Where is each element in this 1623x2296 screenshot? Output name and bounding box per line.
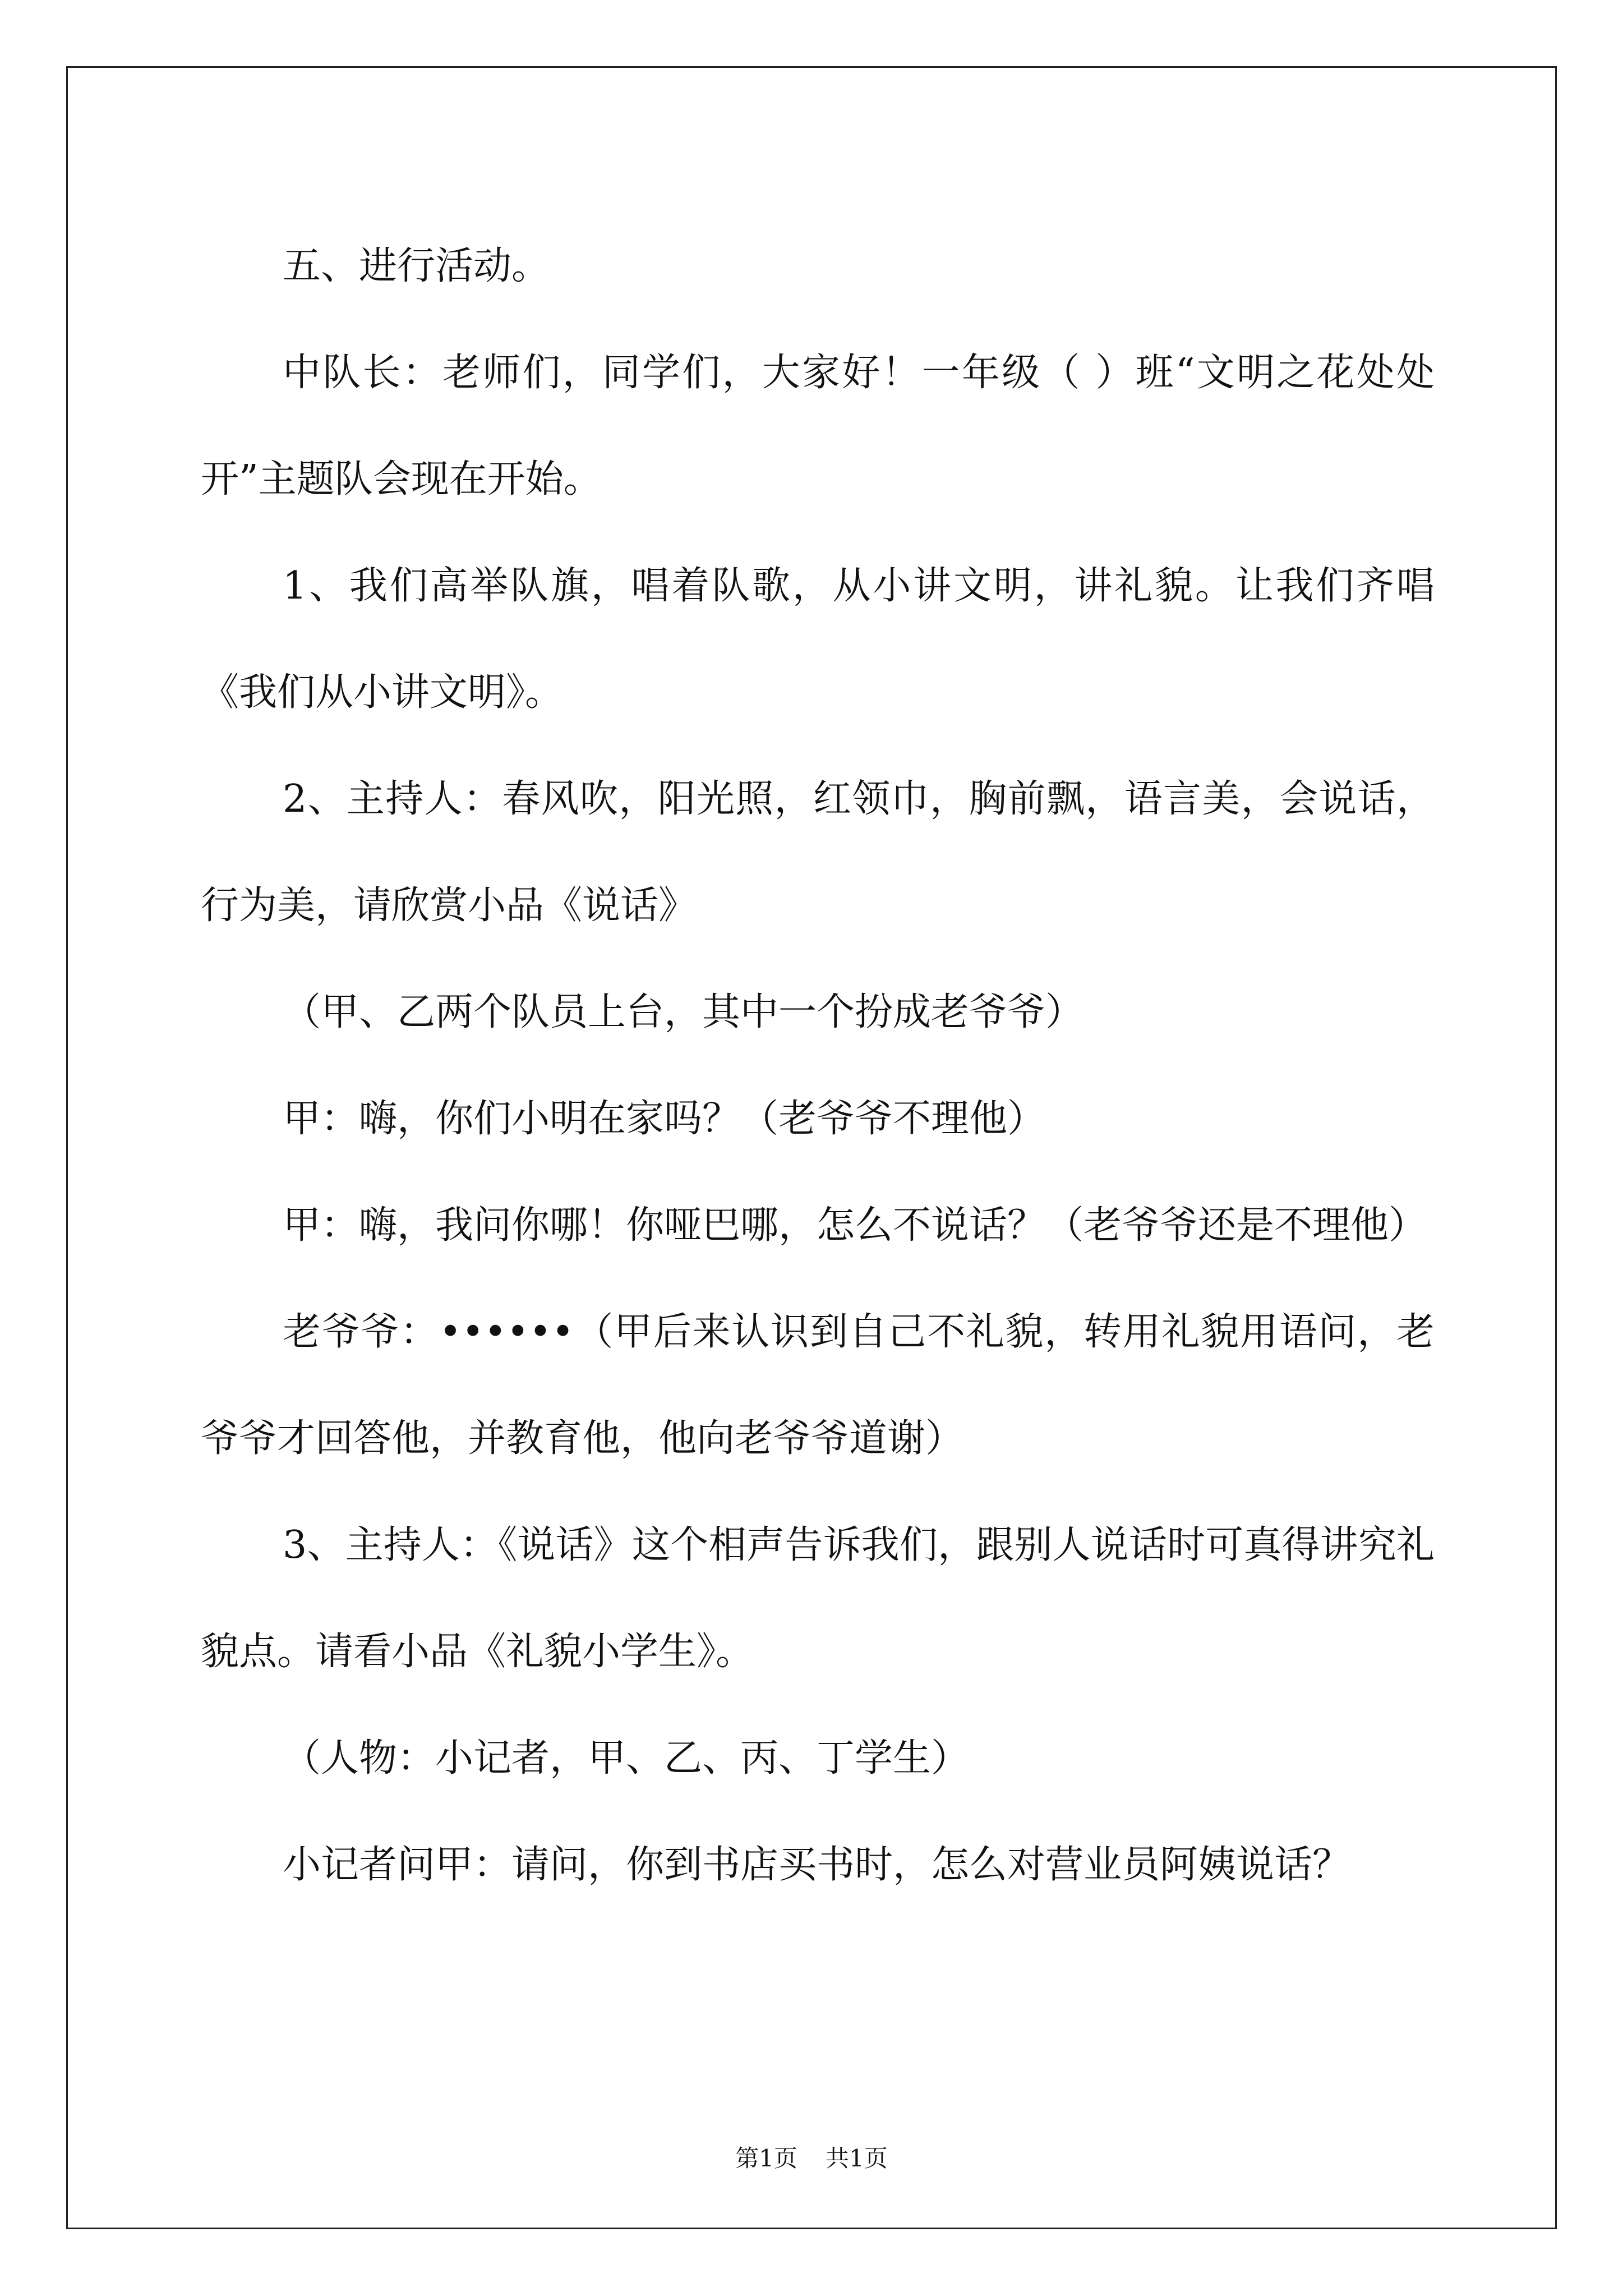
paragraph-opening: 中队长：老师们，同学们，大家好！一年级（ ）班“文明之花处处开”主题队会现在开始。	[201, 351, 1435, 501]
paragraph-item-3: 3、主持人：《说话》这个相声告诉我们，跟别人说话时可真得讲究礼貌点。请看小品《礼貌小学生》。	[201, 1523, 1435, 1674]
paragraph-dialogue-1: 甲：嗨，你们小明在家吗？（老爷爷不理他）	[283, 1097, 1046, 1141]
document-body	[201, 213, 1435, 1918]
paragraph-item-1: 1、我们高举队旗，唱着队歌，从小讲文明，讲礼貌。让我们齐唱《我们从小讲文明》。	[201, 564, 1435, 715]
paragraph-stage-direction: （甲、乙两个队员上台，其中一个扮成老爷爷）	[283, 990, 1084, 1034]
page-total: 共1页	[826, 2145, 888, 2172]
paragraph-item-2: 2、主持人：春风吹，阳光照，红领巾，胸前飘，语言美，会说话，行为美，请欣赏小品《说话》	[201, 777, 1435, 928]
page-footer	[0, 2142, 1623, 2175]
paragraph-characters: （人物：小记者，甲、乙、丙、丁学生）	[283, 1736, 970, 1780]
paragraph-section-heading: 五、进行活动。	[283, 244, 550, 288]
paragraph-dialogue-3: 老爷爷：••••••（甲后来认识到自己不礼貌，转用礼貌用语问，老爷爷才回答他，并教育他，他向老爷爷道谢）	[201, 1310, 1435, 1461]
page-number: 第1页	[735, 2145, 797, 2172]
paragraph-interview: 小记者问甲：请问，你到书店买书时，怎么对营业员阿姨说话？	[283, 1843, 1351, 1887]
paragraph-dialogue-2: 甲：嗨，我问你哪！你哑巴哪，怎么不说话？（老爷爷还是不理他）	[283, 1203, 1427, 1248]
